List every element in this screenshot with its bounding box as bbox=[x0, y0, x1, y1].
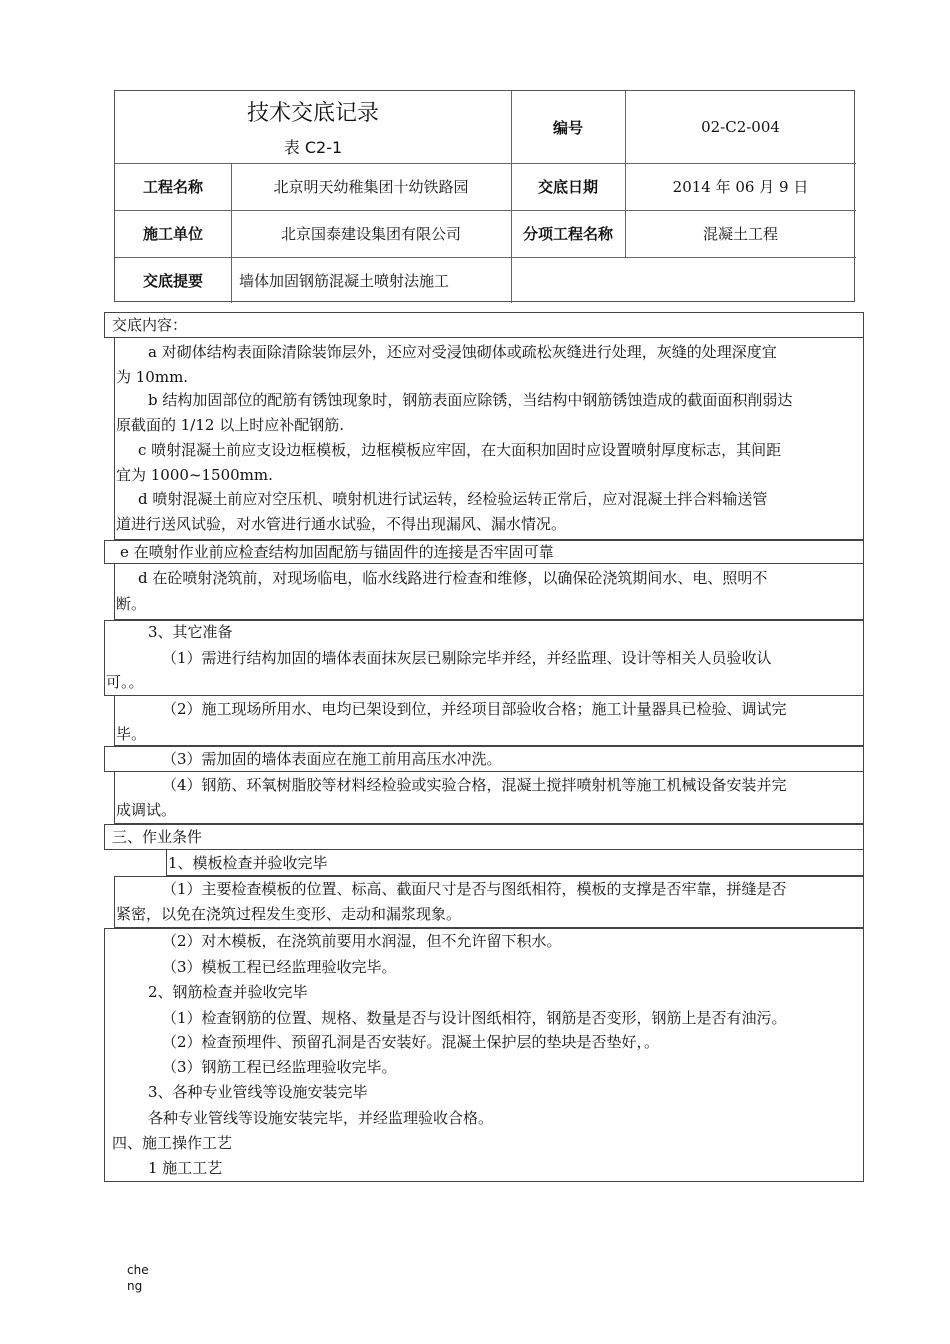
section-work-conditions: 三、作业条件 bbox=[112, 828, 203, 846]
w2-item2: （2）检查预埋件、预留孔洞是否安装好。混凝土保护层的垫块是否垫好，。 bbox=[162, 1033, 660, 1051]
s3-item2-line2: 毕。 bbox=[116, 725, 147, 743]
w1-item1-line1: （1）主要检查模板的位置、标高、截面尺寸是否与图纸相符，模板的支撑是否牢靠，拼缝是否 bbox=[162, 880, 787, 898]
item-c-line2: 宜为 1000~1500mm. bbox=[116, 466, 273, 484]
w2-item1: （1）检查钢筋的位置、规格、数量是否与设计图纸相符，钢筋是否变形，钢筋上是否有油污。 bbox=[162, 1009, 787, 1027]
s3-item4-line2: 成调试。 bbox=[116, 801, 177, 819]
item-b-line2: 原截面的 1/12 以上时应补配钢筋. bbox=[116, 416, 344, 434]
item-a-line2: 为 10mm. bbox=[116, 368, 189, 386]
item-a-line1: a 对砌体结构表面除清除装饰层外，还应对受浸蚀砌体或疏松灰缝进行处理，灰缝的处理深度宜 bbox=[148, 343, 777, 361]
w1-item2: （2）对木模板，在浇筑前要用水润湿，但不允许留下积水。 bbox=[162, 932, 562, 950]
item-d-line2: 道进行送风试验，对水管进行通水试验，不得出现漏风、漏水情况。 bbox=[116, 515, 567, 533]
item-b-line1: b 结构加固部位的配筋有锈蚀现象时，钢筋表面应除锈，当结构中钢筋锈蚀造成的截面面积削弱达 bbox=[148, 391, 793, 409]
w1-item3: （3）模板工程已经监理验收完毕。 bbox=[162, 958, 397, 976]
process-title: 1 施工工艺 bbox=[148, 1159, 223, 1177]
sub-project-value: 混凝土工程 bbox=[702, 225, 778, 243]
summary-label: 交底提要 bbox=[142, 271, 203, 290]
w2-item3: （3）钢筋工程已经监理验收完毕。 bbox=[162, 1058, 397, 1076]
s3-item2-line1: （2）施工现场所用水、电均已架设到位，并经项目部验收合格；施工计量器具已检验、调试完 bbox=[162, 700, 787, 718]
section-3-title: 3、其它准备 bbox=[148, 623, 233, 641]
item-d2-line1: d 在砼喷射浇筑前，对现场临电，临水线路进行检查和维修，以确保砼浇筑期间水、电、照明不 bbox=[138, 569, 768, 587]
form-title: 技术交底记录 bbox=[246, 100, 379, 126]
form-number: 表 C2-1 bbox=[283, 137, 343, 157]
s3-item3: （3）需加固的墙体表面应在施工前用高压水冲洗。 bbox=[162, 750, 502, 768]
content-heading-row bbox=[104, 312, 864, 338]
w3-text: 各种专业管线等设施安装完毕，并经监理验收合格。 bbox=[148, 1109, 494, 1127]
w2-title: 2、钢筋检查并验收完毕 bbox=[148, 983, 308, 1001]
w3-title: 3、各种专业管线等设施安装完毕 bbox=[148, 1083, 368, 1101]
summary-value: 墙体加固钢筋混凝土喷射法施工 bbox=[239, 271, 450, 290]
contractor-label: 施工单位 bbox=[142, 225, 203, 243]
number-label: 编号 bbox=[552, 118, 583, 137]
number-value: 02-C2-004 bbox=[701, 118, 780, 136]
footer-text: cheng bbox=[127, 1263, 149, 1293]
w1-title: 1、模板检查并验收完毕 bbox=[168, 854, 328, 872]
item-c-line1: c 喷射混凝土前应支设边框模板，边框模板应牢固，在大面积加固时应设置喷射厚度标志，其间距 bbox=[138, 441, 782, 459]
item-d2-line2: 断。 bbox=[116, 595, 147, 613]
item-e: e 在喷射作业前应检查结构加固配筋与锚固件的连接是否牢固可靠 bbox=[120, 543, 554, 561]
w1-item1-line2: 紧密，以免在浇筑过程发生变形、走动和漏浆现象。 bbox=[116, 905, 462, 923]
project-name-label: 工程名称 bbox=[142, 178, 203, 196]
sub-project-label: 分项工程名称 bbox=[522, 225, 613, 243]
s3-item1-line1: （1）需进行结构加固的墙体表面抹灰层已剔除完毕并经，并经监理、设计等相关人员验收认 bbox=[162, 649, 772, 667]
header-table bbox=[114, 90, 855, 302]
date-label: 交底日期 bbox=[537, 178, 598, 196]
contractor-value: 北京国泰建设集团有限公司 bbox=[280, 225, 461, 243]
project-name-value: 北京明天幼稚集团十幼铁路园 bbox=[273, 178, 469, 196]
s3-item4-line1: （4）钢筋、环氧树脂胶等材料经检验或实验合格，混凝土搅拌喷射机等施工机械设备安装并完 bbox=[162, 776, 787, 794]
content-row-sec3 bbox=[104, 824, 864, 850]
item-d-line1: d 喷射混凝土前应对空压机、喷射机进行试运转，经检验运转正常后，应对混凝土拌合料输送管 bbox=[138, 490, 768, 508]
content-heading: 交底内容： bbox=[112, 316, 188, 334]
date-value: 2014 年 06 月 9 日 bbox=[672, 178, 809, 196]
section-process: 四、施工操作工艺 bbox=[112, 1134, 233, 1152]
s3-item1-line2: 可。。 bbox=[106, 673, 144, 691]
